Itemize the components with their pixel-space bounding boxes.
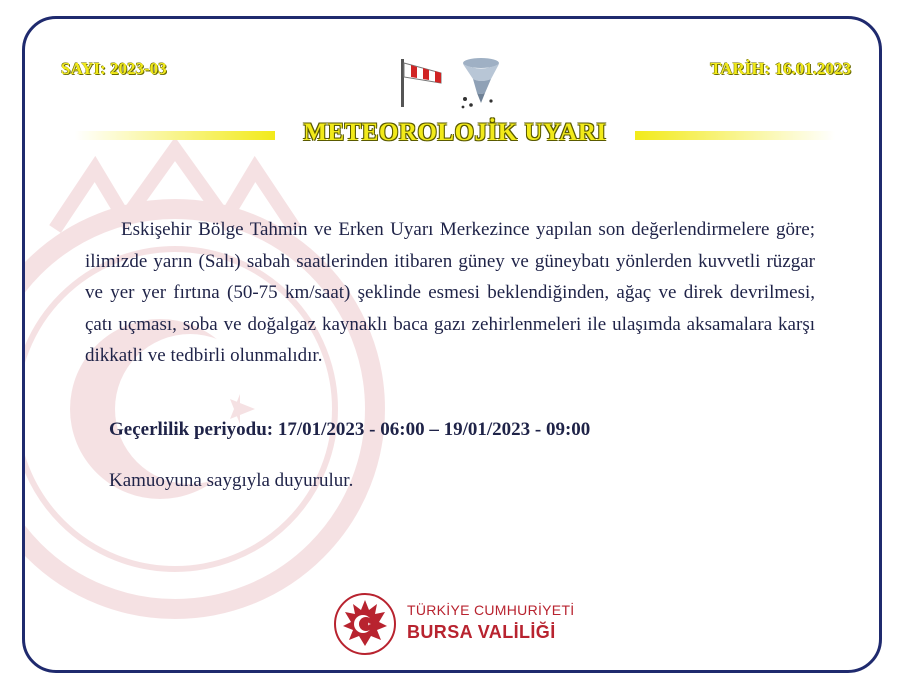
- governorship-logo: [333, 592, 593, 662]
- issue-date: TARİH: 16.01.2023: [710, 59, 851, 78]
- validity-period: Geçerlilik periyodu: 17/01/2023 - 06:00 – 19/01/2023 - 09:00: [109, 419, 591, 440]
- logo-line-2: BURSA VALİLİĞİ: [407, 622, 556, 642]
- page-title: METEOROLOJİK UYARI: [303, 119, 607, 146]
- tornado-icon: [455, 55, 505, 111]
- logo-line-1: TÜRKİYE CUMHURİYETİ: [407, 602, 575, 618]
- closing-line: Kamuoyuna saygıyla duyurulur.: [109, 470, 354, 491]
- warning-paragraph: Eskişehir Bölge Tahmin ve Erken Uyarı Merkezince yapılan son değerlendirmelere göre; ilimizde yarın (Salı) sabah saatlerinden itibaren güney ve güneybatı yönlerden kuvvetli rüzgar ve yer yer fırtına (50-75 km/saat) şeklinde esmesi beklendiğinden, ağaç ve direk devrilmesi, çatı uçması, soba ve doğalgaz kaynaklı baca gazı zehirlenmeleri ile ulaşımda aksamalara karşı dikkatli ve tedbirli olunmalıdır.: [85, 219, 815, 366]
- issue-number: SAYI: 2023-03: [61, 59, 167, 78]
- governorship-emblem-icon: [333, 592, 397, 656]
- document-frame: [22, 16, 882, 673]
- watermark-emblem: [22, 109, 395, 673]
- windsock-icon: [397, 55, 447, 111]
- title-bar: [75, 119, 835, 153]
- weather-icons: [397, 55, 507, 111]
